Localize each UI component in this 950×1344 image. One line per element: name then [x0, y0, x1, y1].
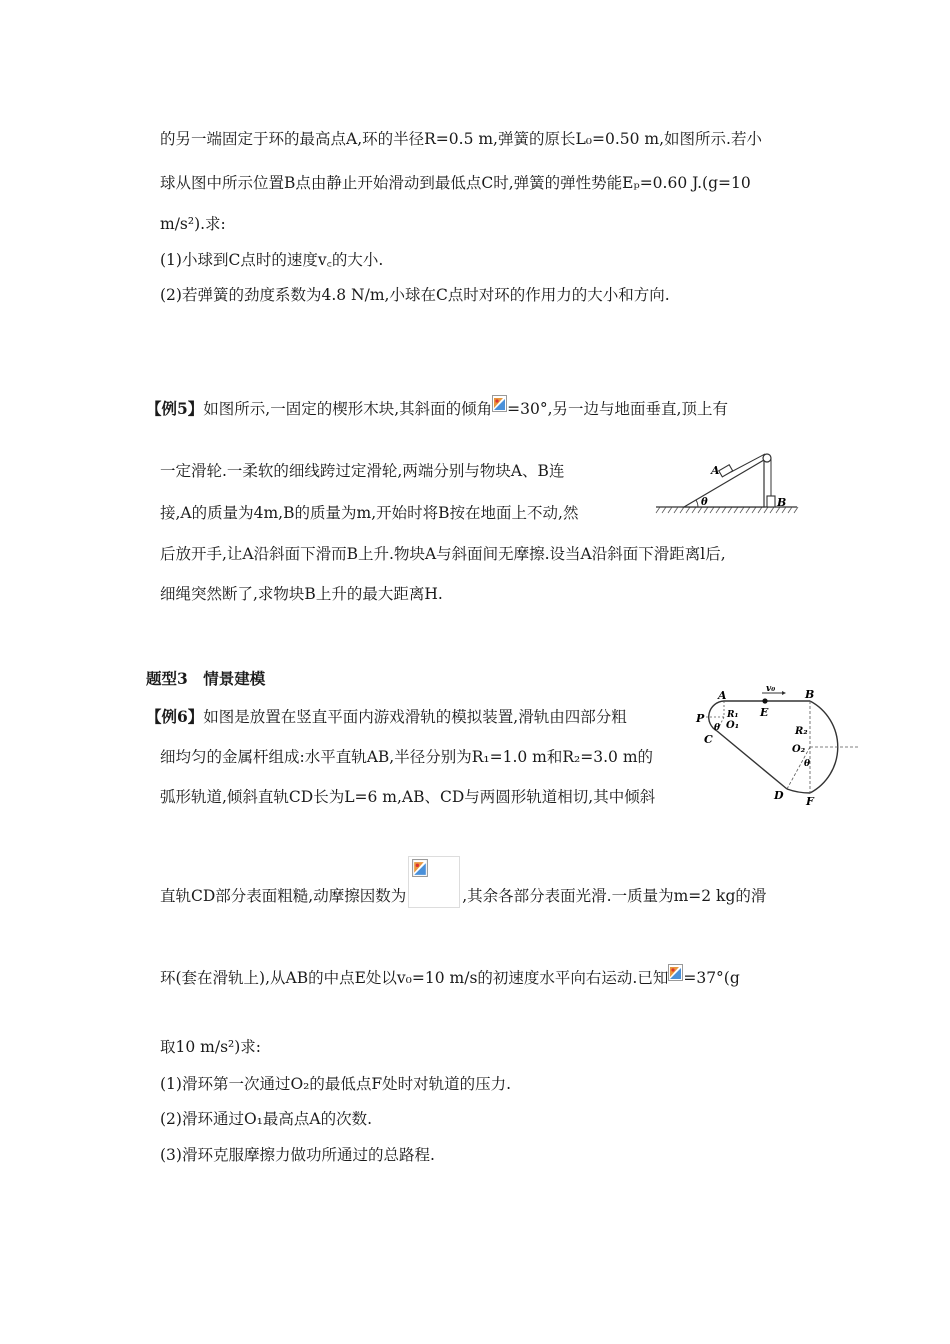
broken-image-icon — [668, 966, 683, 983]
label-b: B — [805, 688, 815, 701]
wedge-pulley-figure — [654, 446, 799, 518]
broken-image-icon — [492, 397, 507, 414]
label-e: E — [760, 706, 769, 719]
label-theta1: θ — [714, 723, 721, 733]
example6-line5 — [160, 966, 740, 988]
problem4-question1: (1)小球到C点时的速度v꜀的大小. — [160, 251, 384, 269]
label-b: B — [777, 496, 787, 509]
point-e — [762, 698, 767, 703]
example6-line5-text-a: 环(套在滑轨上),从AB的中点E处以v₀=10 m/s的初速度水平向右运动.已知 — [160, 969, 669, 987]
example5-line5: 细绳突然断了,求物块B上升的最大距离H. — [160, 585, 443, 603]
label-p: P — [696, 712, 705, 725]
label-o1: O₁ — [726, 720, 740, 731]
block-a — [719, 465, 733, 477]
example6-question3: (3)滑环克服摩擦力做功所通过的总路程. — [160, 1146, 435, 1164]
example5-line4: 后放开手,让A沿斜面下滑而B上升.物块A与斜面间无摩擦.设当A沿斜面下滑距离l后, — [160, 545, 726, 563]
label-c: C — [704, 733, 713, 746]
example6-line6: 取10 m/s²)求: — [160, 1038, 262, 1056]
example6-question1: (1)滑环第一次通过O₂的最低点F处时对轨道的压力. — [160, 1075, 512, 1093]
wedge — [684, 460, 764, 507]
label-a: A — [718, 689, 727, 702]
label-r2: R₂ — [795, 726, 808, 737]
example6-line2: 细均匀的金属杆组成:水平直轨AB,半径分别为R₁=1.0 m和R₂=3.0 m的 — [160, 748, 654, 766]
problem4-line3: m/s²).求: — [160, 215, 226, 233]
label-theta2: θ — [804, 759, 811, 769]
example5-line1-text-b: =30°,另一边与地面垂直,顶上有 — [507, 400, 728, 418]
friction-coefficient-image — [408, 856, 460, 908]
example6-line3: 弧形轨道,倾斜直轨CD长为L=6 m,AB、CD与两圆形轨道相切,其中倾斜 — [160, 788, 656, 806]
example6-line5-text-b: =37°(g — [683, 969, 740, 987]
label-d: D — [774, 789, 784, 802]
slide-track-figure — [692, 686, 862, 810]
example5-label: 【例5】 — [146, 399, 204, 418]
label-o2: O₂ — [792, 744, 806, 755]
example6-label: 【例6】 — [146, 707, 204, 726]
label-v0: v₀ — [766, 686, 776, 694]
problem4-line2: 球从图中所示位置B点由静止开始滑动到最低点C时,弹簧的弹性势能Eₚ=0.60 J.(g=10 — [160, 174, 751, 192]
example6-line4 — [160, 856, 766, 910]
problem4-question2: (2)若弹簧的劲度系数为4.8 N/m,小球在C点时对环的作用力的大小和方向. — [160, 286, 670, 304]
label-r1: R₁ — [727, 710, 739, 720]
label-f: F — [806, 795, 814, 808]
example5-line3: 接,A的质量为4m,B的质量为m,开始时将B按在地面上不动,然 — [160, 504, 579, 522]
example5-line1-text-a: 如图所示,一固定的楔形木块,其斜面的倾角 — [203, 400, 493, 418]
example6-line4-text-a: 直轨CD部分表面粗糙,动摩擦因数为 — [160, 887, 407, 905]
pulley — [763, 454, 771, 462]
example6-question2: (2)滑环通过O₁最高点A的次数. — [160, 1110, 372, 1128]
example5-line2: 一定滑轮.一柔软的细线跨过定滑轮,两端分别与物块A、B连 — [160, 462, 565, 480]
problem4-line1: 的另一端固定于环的最高点A,环的半径R=0.5 m,弹簧的原长L₀=0.50 m,如图所示.若小 — [160, 130, 762, 148]
example5-line1 — [146, 397, 728, 419]
block-b — [767, 496, 775, 507]
example6-line4-text-b: ,其余各部分表面光滑.一质量为m=2 kg的滑 — [462, 887, 767, 905]
example6-line1-text: 如图是放置在竖直平面内游戏滑轨的模拟装置,滑轨由四部分粗 — [203, 708, 627, 726]
section-heading: 题型3 情景建模 — [146, 669, 266, 688]
example6-line1 — [146, 705, 627, 727]
label-a: A — [711, 464, 720, 477]
label-theta: θ — [701, 497, 708, 508]
